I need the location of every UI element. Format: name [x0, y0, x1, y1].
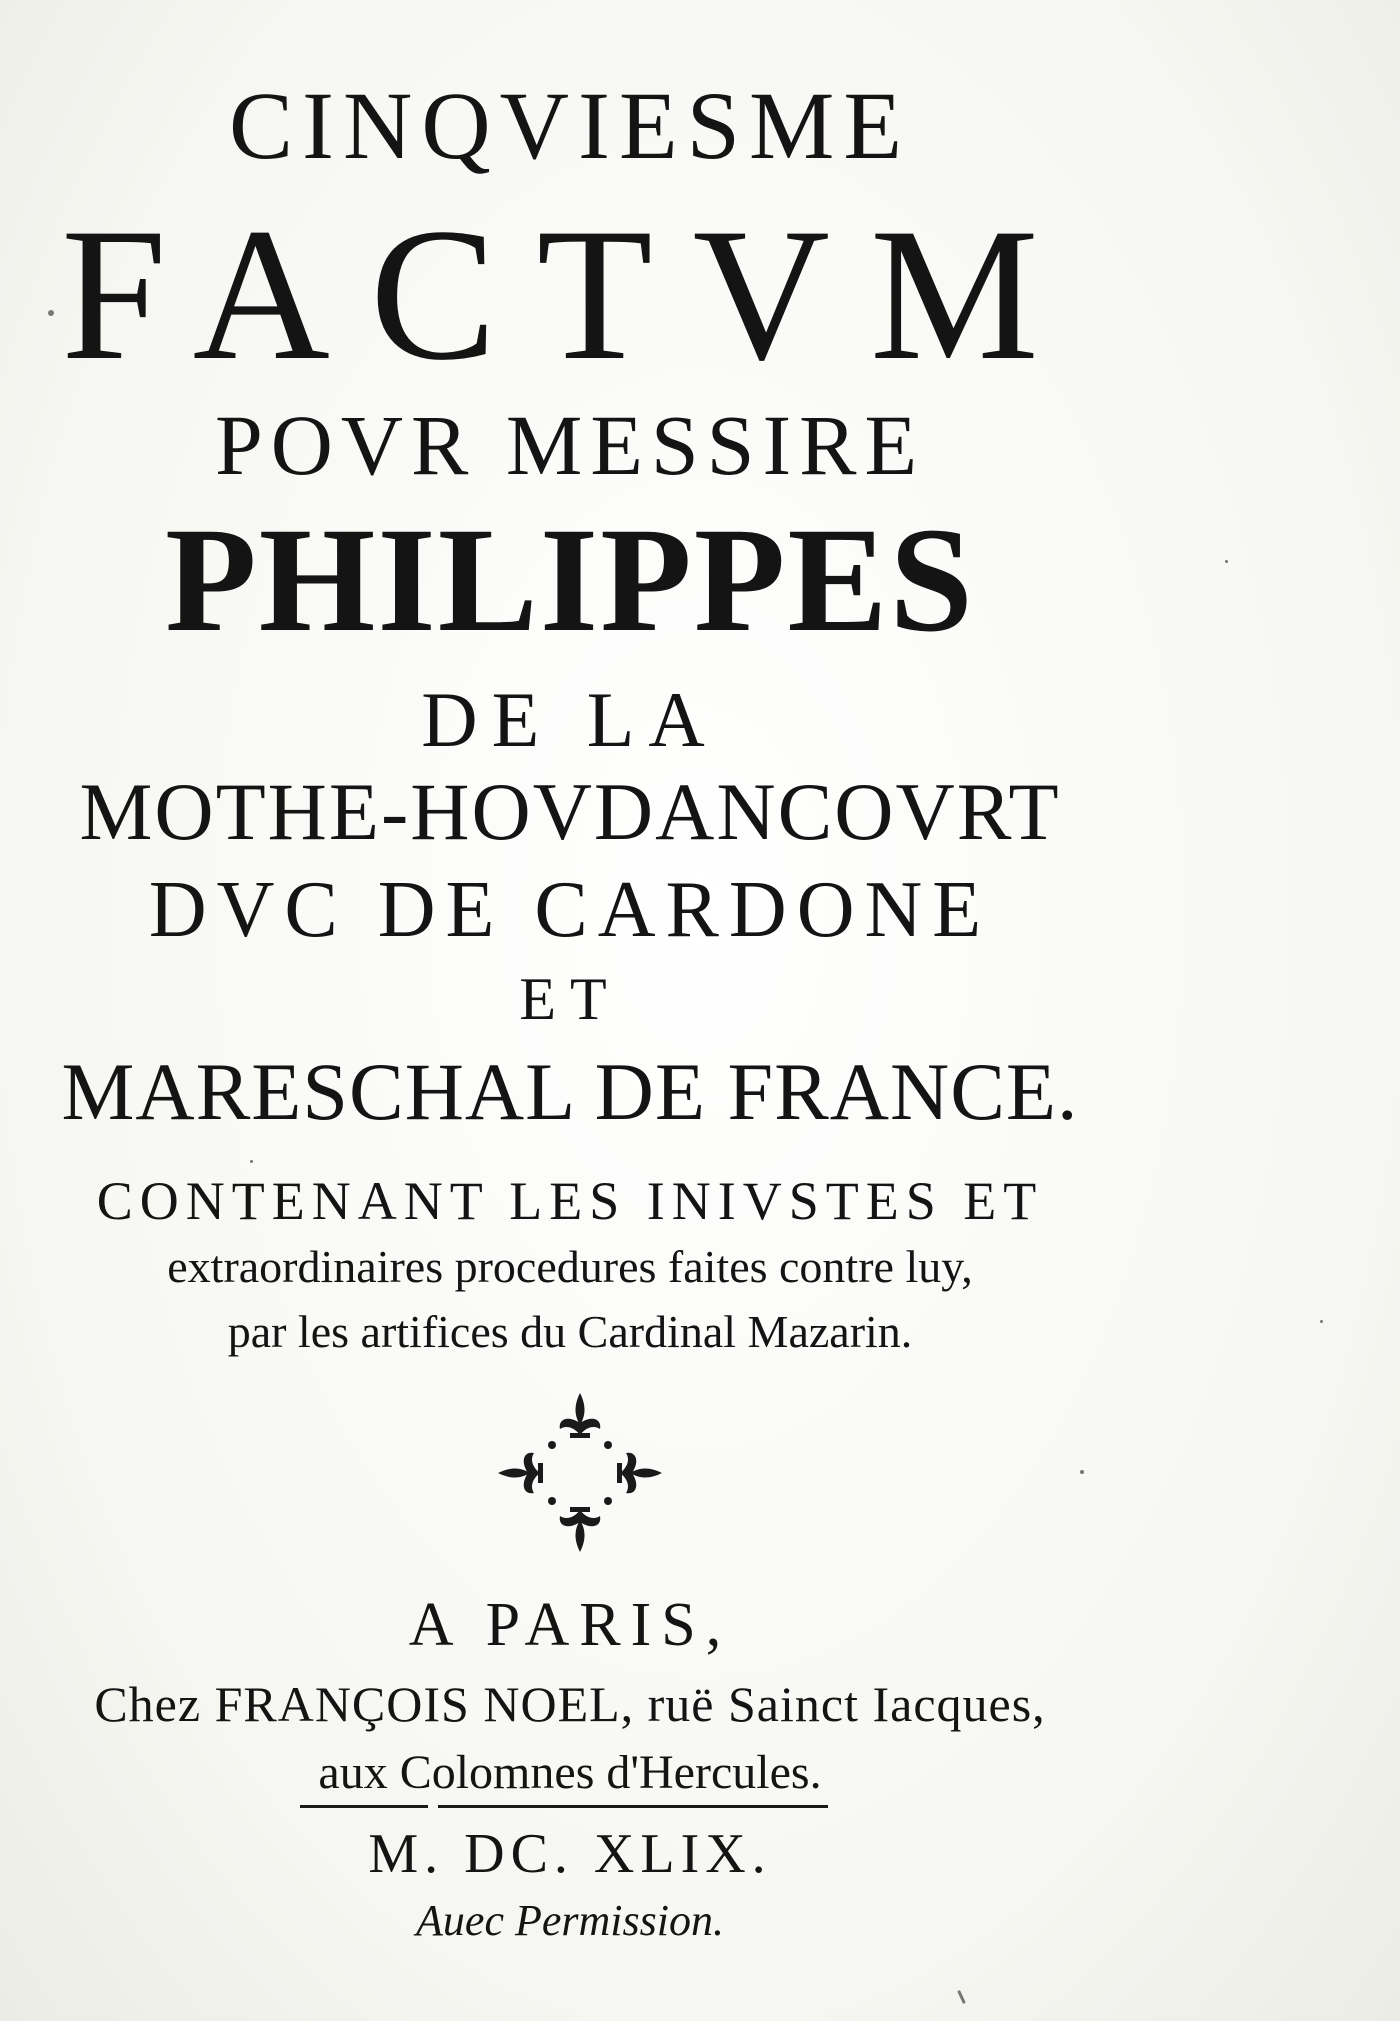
title-ordinal: CINQVIESME — [229, 72, 911, 179]
title-pour: POVR MESSIRE — [214, 397, 926, 493]
scan-speck — [1320, 1320, 1323, 1323]
scan-speck — [1080, 1470, 1084, 1474]
scan-speck — [48, 310, 54, 316]
contents-line-2: extraordinaires procedures faites contre luy, — [167, 1241, 973, 1292]
fleur-de-lis-cross-ornament-icon — [490, 1385, 670, 1560]
scan-speck — [1225, 560, 1228, 563]
imprint-city: A PARIS, — [408, 1591, 732, 1659]
title-marshal: MARESCHAL DE FRANCE. — [61, 1046, 1079, 1137]
title-particle: DE LA — [421, 676, 719, 763]
divider-rule-right — [438, 1805, 828, 1808]
contents-lead: CONTENANT LES INIVSTES ET — [96, 1171, 1044, 1231]
permission-note: Auec Permission. — [416, 1896, 724, 1945]
publication-date: M. DC. XLIX. — [368, 1823, 772, 1885]
title-genre: FACTVM — [61, 190, 1079, 400]
scan-speck — [250, 1160, 253, 1163]
scan-speck — [957, 1990, 966, 2004]
title-given-name: PHILIPPES — [165, 497, 975, 663]
imprint-sign: aux Colomnes d'Hercules. — [318, 1746, 822, 1799]
title-duke: DVC DE CARDONE — [148, 866, 992, 954]
divider-rule-left — [300, 1805, 428, 1808]
contents-line-3: par les artifices du Cardinal Mazarin. — [227, 1306, 913, 1357]
imprint-printer: Chez FRANÇOIS NOEL, ruë Sainct Iacques, — [94, 1676, 1046, 1732]
title-family-name: MOTHE-HOVDANCOVRT — [79, 766, 1061, 857]
title-conjunction: ET — [519, 966, 621, 1032]
